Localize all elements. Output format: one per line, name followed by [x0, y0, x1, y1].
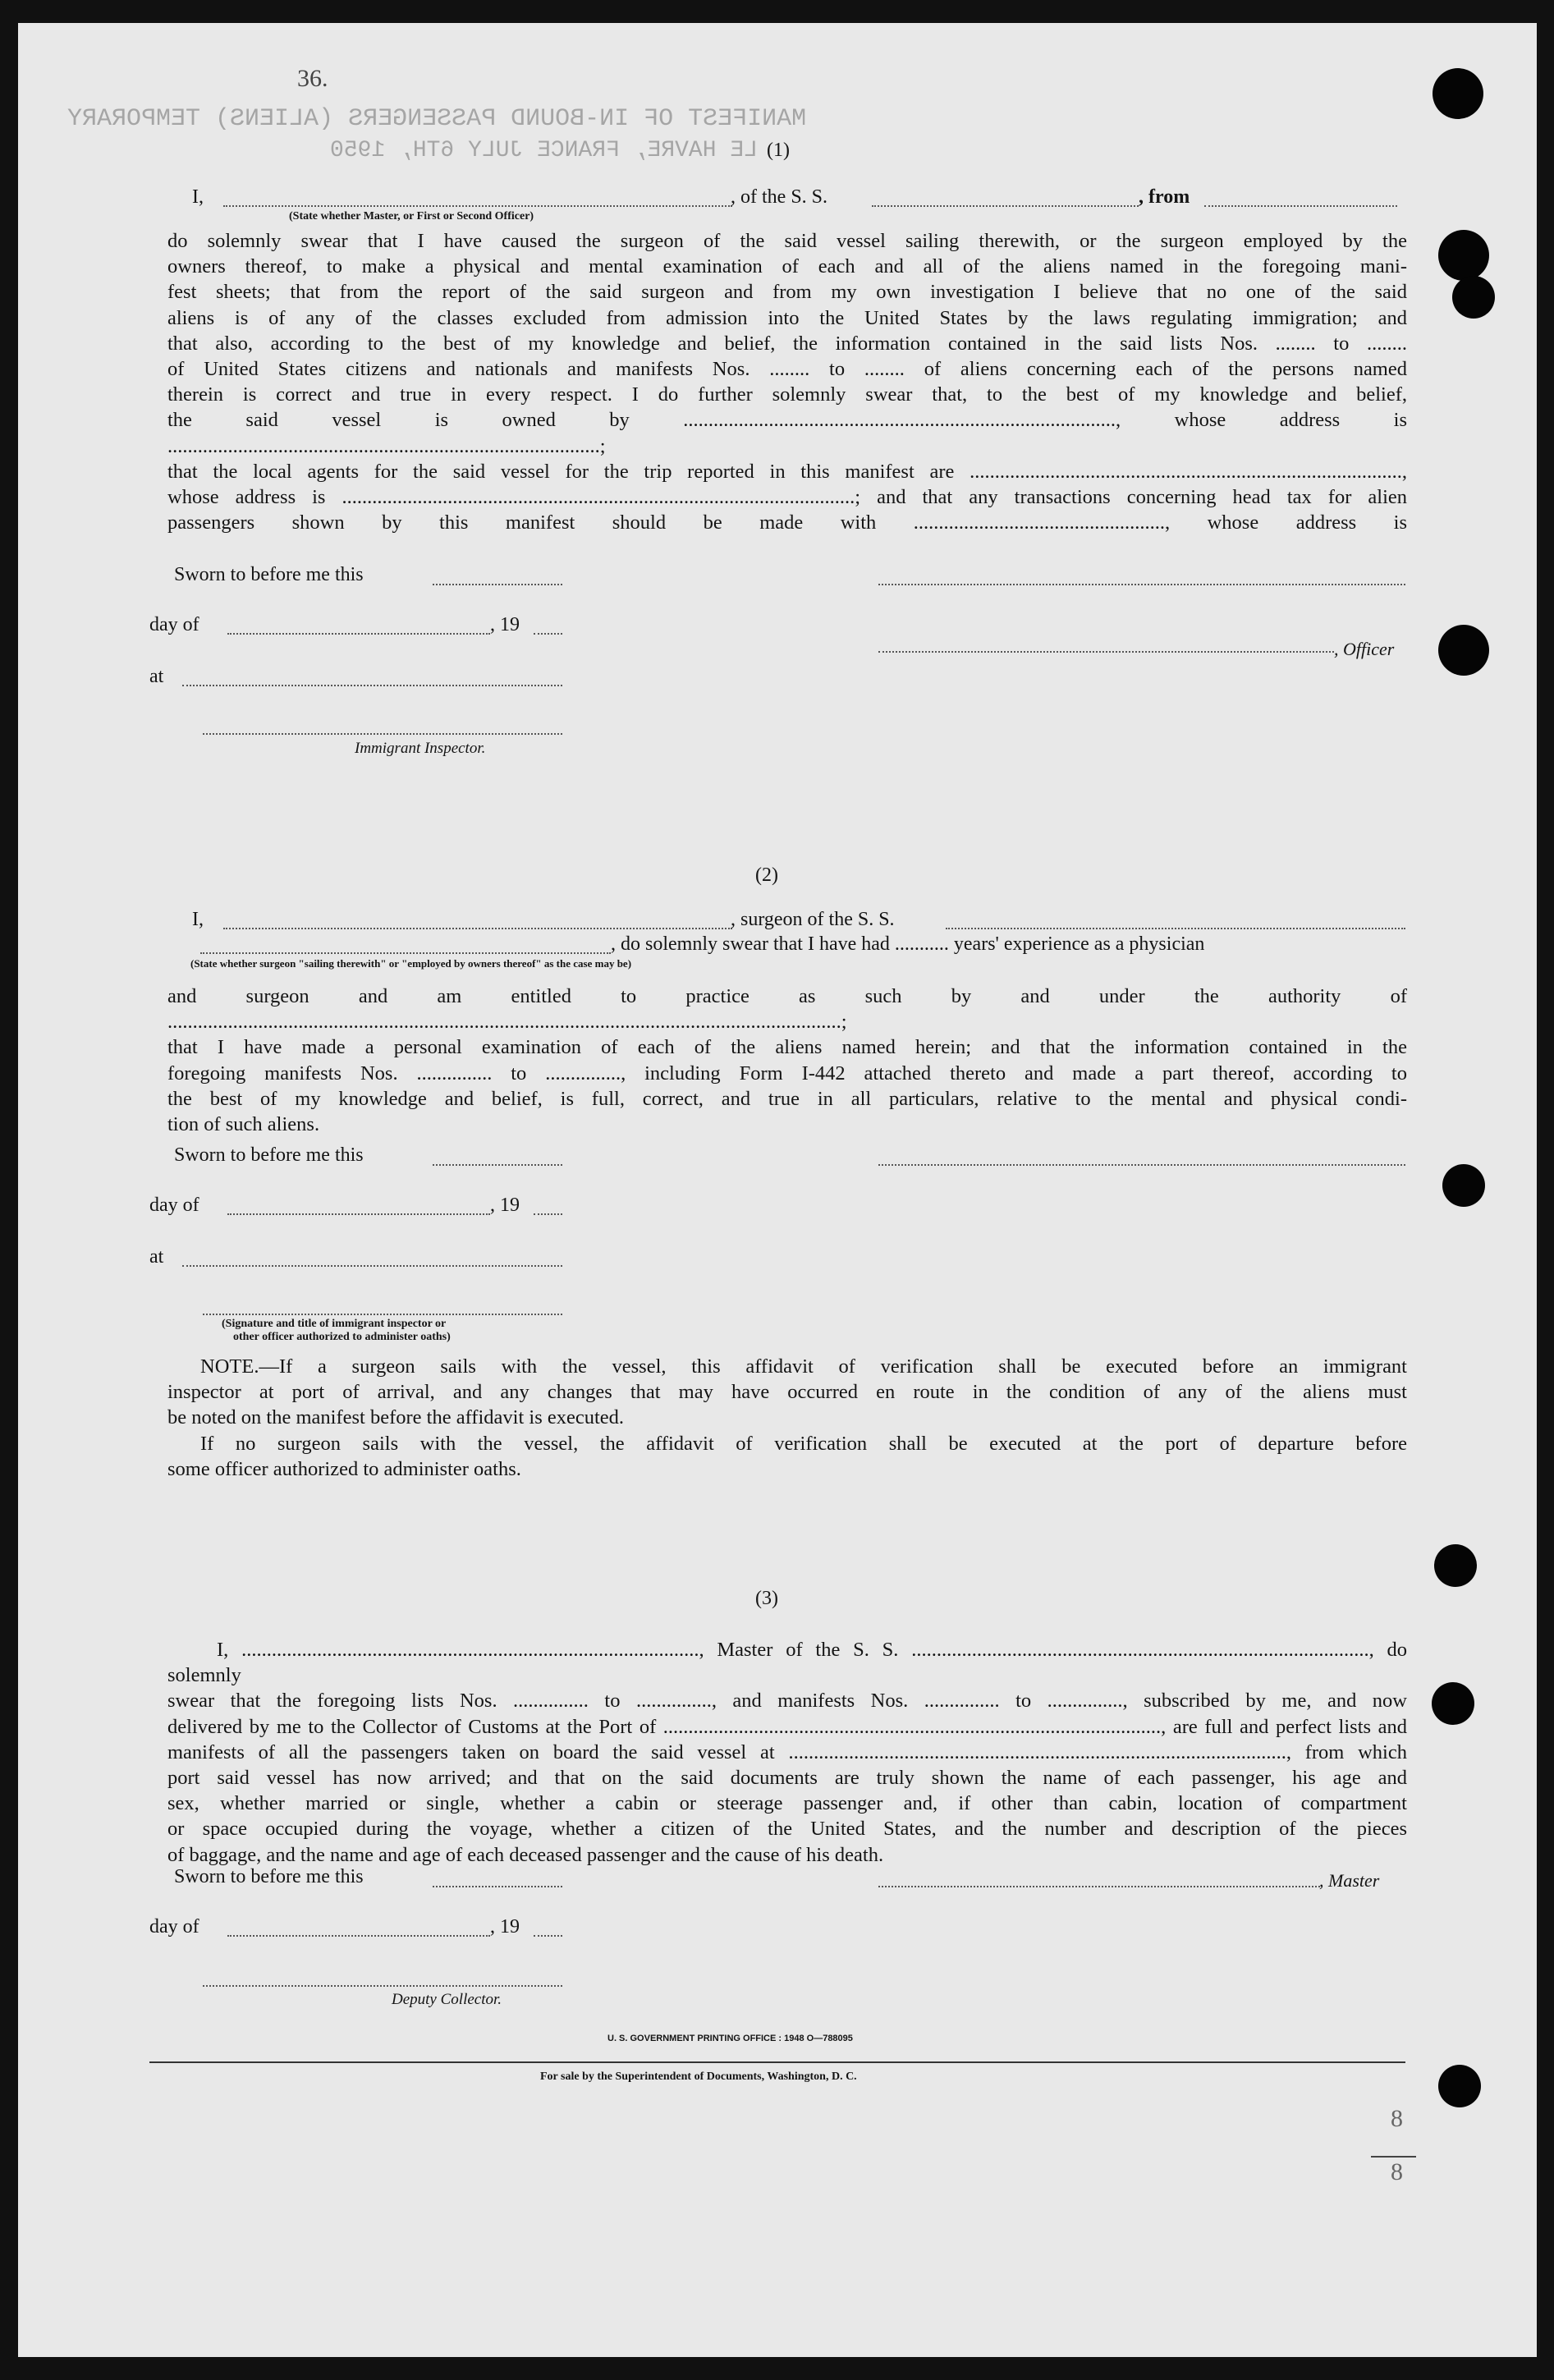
section3-number: (3)	[755, 1588, 778, 1609]
section3-line: or space occupied during the voyage, whether a citizen of the United States, and the number and description of the pieces	[167, 1818, 1407, 1841]
inspector-title: Immigrant Inspector.	[355, 740, 486, 757]
officer-rank-note: (State whether Master, or First or Second Officer)	[289, 210, 534, 222]
section1-line: owners thereof, to make a physical and mental examination of each and all of the aliens named in the foregoing mani-	[167, 255, 1407, 278]
note-line: some officer authorized to administer oaths.	[167, 1457, 521, 1480]
sworn-label-2: Sworn to before me this	[174, 1144, 364, 1166]
at-line-1	[182, 685, 562, 686]
punch-hole	[1434, 1544, 1477, 1587]
section1-line: the said vessel is owned by ......................................................................................, whose address is ......................................................................................;	[167, 409, 1407, 457]
punch-hole	[1452, 276, 1495, 319]
note-label: NOTE.	[200, 1355, 259, 1378]
section3-line: delivered by me to the Collector of Customs at the Port of ..................................................................................................., are full and perfect lists and	[167, 1715, 1407, 1738]
margin-mark-rule	[1371, 2156, 1416, 2158]
section3-line: sex, whether married or single, whether a cabin or steerage passenger and, if other than cabin, location of compartment	[167, 1792, 1407, 1815]
section3-line: of baggage, and the name and age of each deceased passenger and the cause of his death.	[167, 1843, 884, 1866]
section1-line: aliens is of any of the classes excluded from admission into the United States by the laws regulating immigration; and	[167, 306, 1407, 329]
bleed-through-header: MANIFEST OF IN-BOUND PASSENGERS (ALIENS) TEMPORARY	[67, 105, 807, 133]
section2-number: (2)	[755, 864, 778, 886]
signature-note-2: other officer authorized to administer oaths)	[233, 1331, 451, 1343]
officer-title: , Officer	[1334, 639, 1395, 659]
section3-line: port said vessel has now arrived; and that on the said documents are truly shown the name of each passenger, his age and	[167, 1767, 1407, 1790]
punch-hole	[1442, 1164, 1485, 1207]
section1-line: therein is correct and true in every respect. I do further solemnly swear that, to the best of my knowledge and belief,	[167, 383, 1407, 406]
officer-line	[878, 651, 1334, 653]
collector-line	[203, 1985, 562, 1987]
surgeon-ship-line	[946, 928, 1405, 929]
sworn-label-3: Sworn to before me this	[174, 1866, 364, 1887]
section2-line: tion of such aliens.	[167, 1113, 320, 1136]
signature-note-1: (Signature and title of immigrant inspector or	[222, 1318, 447, 1330]
section2-line: that I have made a personal examination of each of the aliens named herein; and that the information contained in the	[167, 1036, 1407, 1059]
year-label-2: , 19	[490, 1195, 520, 1216]
master-signature-line	[878, 1886, 1320, 1887]
ship-name-line	[872, 205, 1139, 207]
section1-number: (1)	[767, 140, 790, 161]
section1-line: do solemnly swear that I have caused the surgeon of the said vessel sailing therewith, or the surgeon employed by the	[167, 230, 1407, 252]
master-title: , Master	[1319, 1870, 1380, 1891]
punch-hole	[1438, 230, 1489, 281]
year-line-3	[534, 1935, 562, 1937]
year-label-1: , 19	[490, 614, 520, 635]
sworn-line-3	[433, 1886, 562, 1887]
day-line-2	[227, 1213, 490, 1215]
section2-line2: , do solemnly swear that I have had ........... years' experience as a physician	[611, 933, 1205, 955]
margin-mark-2: 8	[1391, 2158, 1403, 2185]
section3-line: I, ..........................................................................................., Master of the S. S. ..........................................................................................., do solemnly	[167, 1639, 1407, 1687]
section1-line: of United States citizens and nationals and manifests Nos. ........ to ........ of aliens concerning each of the persons named	[167, 358, 1407, 381]
form-number: 36.	[297, 65, 328, 92]
surgeon-status-note: (State whether surgeon "sailing therewith" or "employed by owners thereof" as the case may be)	[190, 957, 632, 970]
year-line-1	[534, 633, 562, 635]
section2-body	[167, 984, 1407, 1137]
at-line-2	[182, 1265, 562, 1267]
day-line-3	[227, 1935, 490, 1937]
section3-line: swear that the foregoing lists Nos. ............... to ..............., and manifests Nos. ............... to ..............., subscribed by me, and now	[167, 1690, 1407, 1713]
section3-body	[167, 1637, 1407, 1868]
punch-hole	[1438, 625, 1489, 676]
section1-ss: , of the S. S.	[731, 186, 828, 208]
gpo-imprint: U. S. GOVERNMENT PRINTING OFFICE : 1948 O—788095	[607, 2034, 853, 2043]
day-of-label-3: day of	[149, 1916, 199, 1937]
sworn-line-1	[433, 584, 562, 585]
inspector-line	[203, 733, 562, 735]
punch-hole	[1433, 68, 1483, 119]
note-line	[167, 1354, 1407, 1379]
section1-line: fest sheets; that from the report of the said surgeon and from my own investigation I believe that no one of the said	[167, 281, 1407, 304]
section2-i: I,	[192, 909, 204, 930]
officer-signature-line	[878, 584, 1405, 585]
day-of-label-2: day of	[149, 1195, 199, 1216]
sworn-line-2	[433, 1164, 562, 1166]
margin-mark: 8	[1391, 2105, 1403, 2132]
note-block	[167, 1354, 1407, 1482]
note-line: be noted on the manifest before the affidavit is executed.	[167, 1406, 625, 1429]
section2-line: and surgeon and am entitled to practice as such by and under the authority of ......................................................................................................................................;	[167, 985, 1407, 1034]
note-line: If no surgeon sails with the vessel, the affidavit of verification shall be executed at the port of departure before	[200, 1432, 1407, 1455]
from-port-line	[1204, 205, 1397, 207]
section2-line: foregoing manifests Nos. ............... to ..............., including Form I-442 attached thereto and made a part thereof, according to	[167, 1062, 1407, 1085]
footer-rule	[149, 2061, 1405, 2063]
section1-line: that also, according to the best of my knowledge and belief, the information contained in the said lists Nos. ........ to ........	[167, 332, 1407, 355]
section1-line: passengers shown by this manifest should be made with .................................................., whose address is	[167, 511, 1407, 534]
at-label-1: at	[149, 666, 164, 687]
surgeon-signature-line	[878, 1164, 1405, 1166]
collector-title: Deputy Collector.	[392, 1991, 502, 2008]
note-text: —If a surgeon sails with the vessel, this affidavit of verification shall be executed before an immigrant	[259, 1355, 1407, 1378]
sworn-label-1: Sworn to before me this	[174, 564, 364, 585]
section2-surgeon: , surgeon of the S. S.	[731, 909, 895, 930]
section1-i: I,	[192, 186, 204, 208]
inspector-line-2	[203, 1314, 562, 1315]
master-name-line	[223, 205, 732, 207]
year-line-2	[534, 1213, 562, 1215]
day-line-1	[227, 633, 490, 635]
punch-hole	[1432, 1682, 1474, 1725]
at-label-2: at	[149, 1246, 164, 1268]
section2-line: the best of my knowledge and belief, is full, correct, and true in all particulars, relative to the mental and physical condi-	[167, 1087, 1407, 1110]
section1-from: , from	[1139, 186, 1190, 208]
bleed-through-header-2: LE HAVRE, FRANCE JULY 6TH, 1950	[330, 138, 758, 163]
section1-body	[167, 228, 1407, 535]
section1-line: whose address is ......................................................................................................; and that any transactions concerning head tax for alien	[167, 486, 1407, 509]
sale-notice: For sale by the Superintendent of Documents, Washington, D. C.	[540, 2070, 857, 2083]
surgeon-status-line	[200, 952, 611, 954]
punch-hole	[1438, 2065, 1481, 2107]
section1-line: that the local agents for the said vessel for the trip reported in this manifest are ......................................................................................,	[167, 460, 1407, 483]
note-line: inspector at port of arrival, and any changes that may have occurred en route in the condition of any of the aliens must	[167, 1381, 1407, 1404]
year-label-3: , 19	[490, 1916, 520, 1937]
surgeon-name-line	[223, 928, 732, 929]
day-of-label-1: day of	[149, 614, 199, 635]
document-page	[18, 23, 1537, 2357]
section3-line: manifests of all the passengers taken on board the said vessel at ..................................................................................................., from which	[167, 1740, 1407, 1763]
